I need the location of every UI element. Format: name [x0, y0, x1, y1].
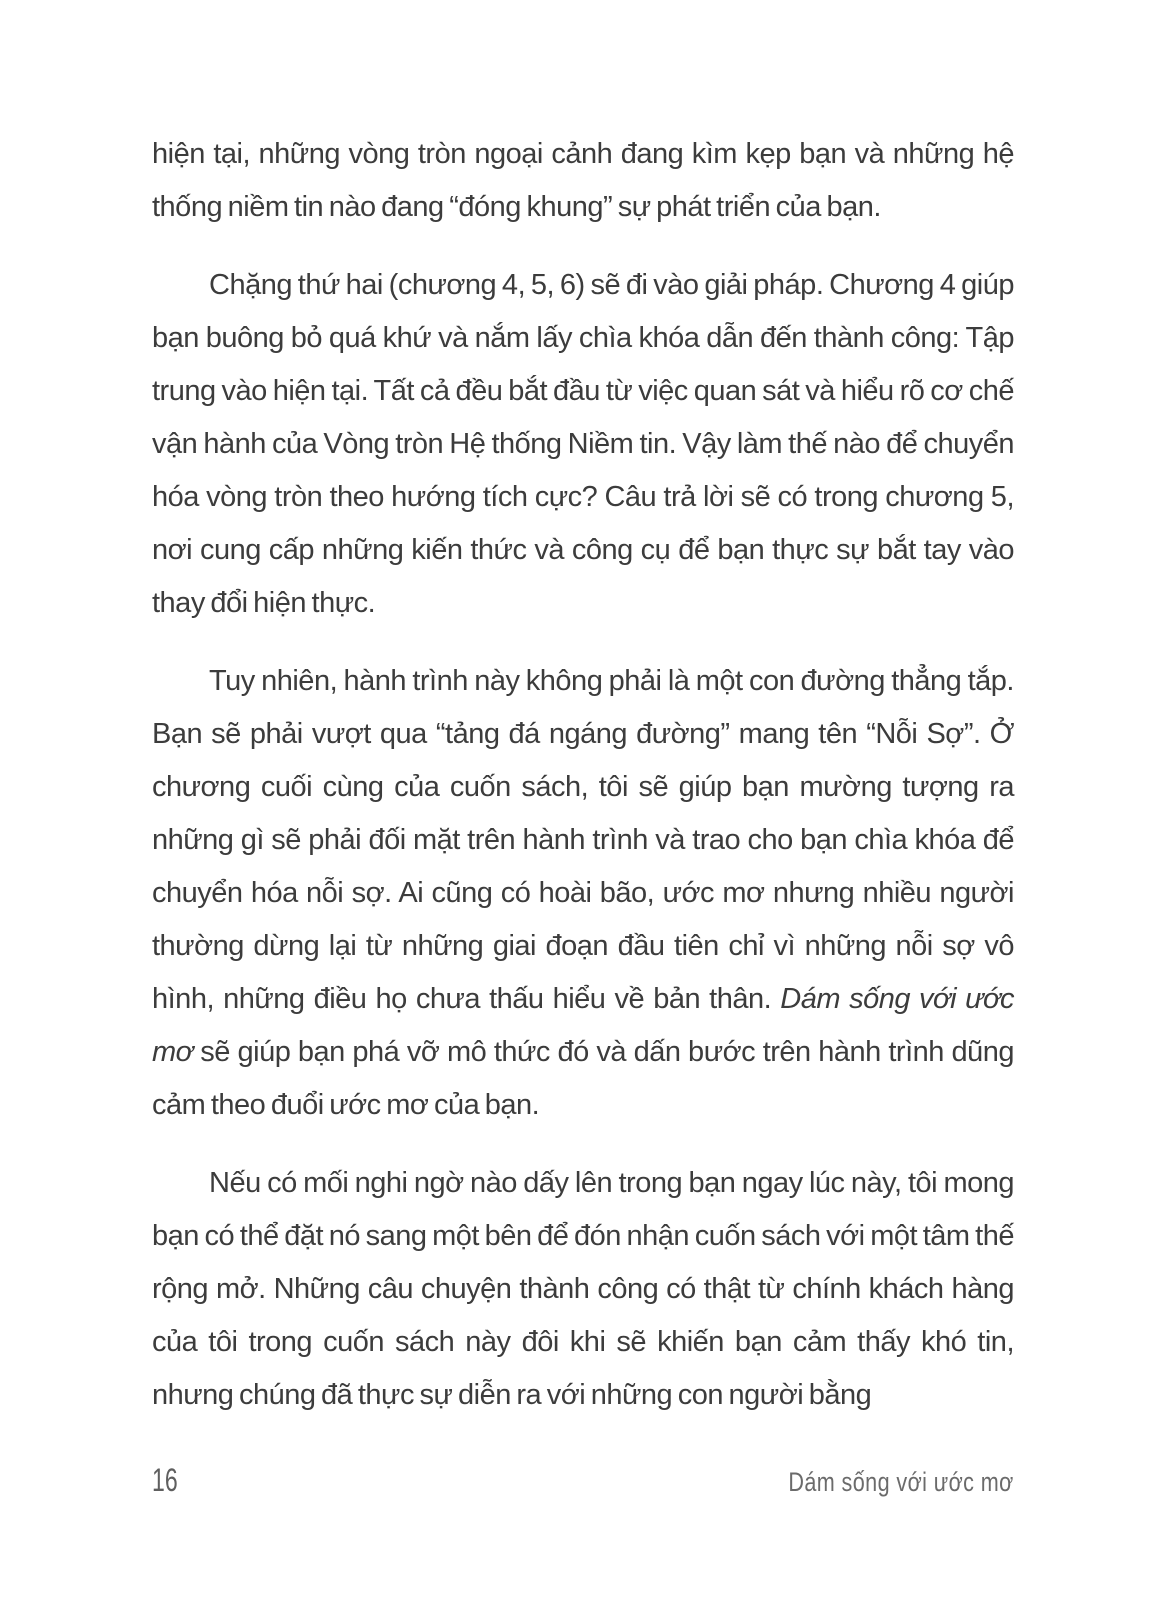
book-title-italic: Dám sống với ước mơ — [152, 983, 1014, 1068]
paragraph-continuation: hiện tại, những vòng tròn ngoại cảnh đang kìm kẹp bạn và những hệ thống niềm tin nào đang “đóng khung” sự phát triển của bạn. — [152, 138, 1014, 223]
paragraph-text: sẽ giúp bạn phá vỡ mô thức đó và dấn bước trên hành trình dũng cảm theo đuổi ước mơ của bạn. — [152, 1036, 1014, 1121]
paragraph: Chặng thứ hai (chương 4, 5, 6) sẽ đi vào giải pháp. Chương 4 giúp bạn buông bỏ quá khứ và nắm lấy chìa khóa dẫn đến thành công: Tập trung vào hiện tại. Tất cả đều bắt đầu từ việc quan sát và hiểu rõ cơ chế vận hành của Vòng tròn Hệ thống Niềm tin. Vậy làm thế nào để chuyển hóa vòng tròn theo hướng tích cực? Câu trả lời sẽ có trong chương 5, nơi cung cấp những kiến thức và công cụ để bạn thực sự bắt tay vào thay đổi hiện thực. — [152, 269, 1014, 619]
paragraph: Nếu có mối nghi ngờ nào dấy lên trong bạn ngay lúc này, tôi mong bạn có thể đặt nó sang một bên để đón nhận cuốn sách với một tâm thế rộng mở. Những câu chuyện thành công có thật từ chính khách hàng của tôi trong cuốn sách này đôi khi sẽ khiến bạn cảm thấy khó tin, nhưng chúng đã thực sự diễn ra với những con người bằng — [152, 1167, 1014, 1411]
page-footer — [152, 1462, 1014, 1499]
page-content — [152, 128, 1014, 1447]
paragraph — [152, 655, 1014, 1132]
running-title: Dám sống với ước mơ — [788, 1467, 1014, 1497]
page-number: 16 — [152, 1462, 178, 1498]
paragraph-text: Tuy nhiên, hành trình này không phải là một con đường thẳng tắp. Bạn sẽ phải vượt qua “tảng đá ngáng đường” mang tên “Nỗi Sợ”. Ở chương cuối cùng của cuốn sách, tôi sẽ giúp bạn mường tượng ra những gì sẽ phải đối mặt trên hành trình và trao cho bạn chìa khóa để chuyển hóa nỗi sợ. Ai cũng có hoài bão, ước mơ nhưng nhiều người thường dừng lại từ những giai đoạn đầu tiên chỉ vì những nỗi sợ vô hình, những điều họ chưa thấu hiểu về bản thân. — [152, 665, 1014, 1015]
